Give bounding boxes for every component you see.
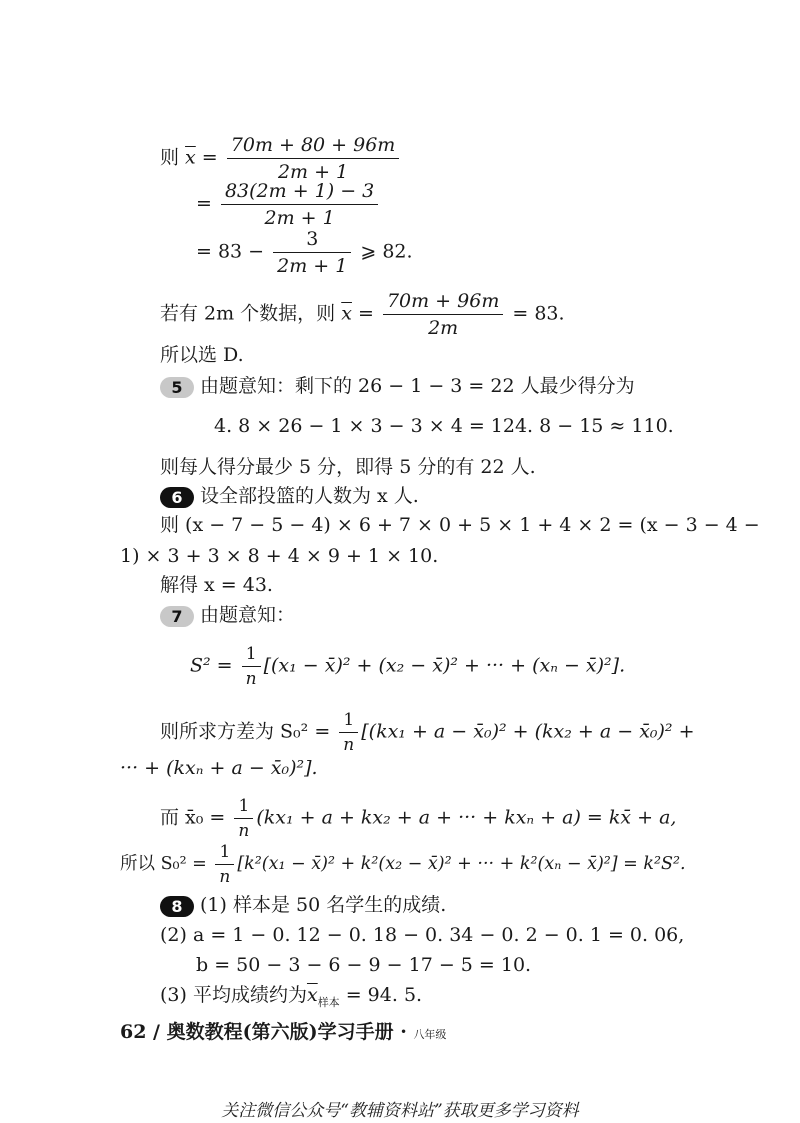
problem-number-badge: 7 xyxy=(160,606,194,627)
grade-label: 八年级 xyxy=(413,1028,447,1041)
line-mean-4: 若有 2m 个数据，则 $\overline{x}$ = $\frac{70m + 96m}{2m}$ = 83. xyxy=(160,290,565,339)
problem-8-part-2b: b = 50 − 3 − 6 − 9 − 17 − 5 = 10. xyxy=(196,954,532,976)
page-number: 62 / xyxy=(120,1021,167,1043)
problem-8-part-3: (3) 平均成绩约为$\overline{x}_{样本} = 94$. 5. xyxy=(160,984,423,1009)
problem-number-badge: 8 xyxy=(160,896,194,917)
problem-6-equation-2: 1) × 3 + 3 × 8 + 4 × 9 + 1 × 10. xyxy=(120,545,439,567)
page-footer xyxy=(120,1017,446,1044)
problem-5-line: 5 由题意知：剩下的 26 − 1 − 3 = 22 人最少得分为 xyxy=(160,374,635,398)
mean-new: 而 x̄₀ = $\frac{1}{n}$ (kx₁ + a + kx₂ + a + ··· + kxₙ + a) = kx̄ + a, xyxy=(160,796,677,841)
variance-result: 所以 S₀² = $\frac{1}{n}$ [k²(x₁ − x̄)² + k²(x₂ − x̄)² + ··· + k²(xₙ − x̄)²] = k²S². xyxy=(120,842,686,887)
watermark-text: 关注微信公众号“教辅资料站”获取更多学习资料 xyxy=(221,1101,579,1121)
line-answer-d: 所以选 D. xyxy=(160,344,244,366)
problem-6-line: 6 设全部投篮的人数为 x 人. xyxy=(160,484,419,508)
problem-6-equation-1: 则 (x − 7 − 5 − 4) × 6 + 7 × 0 + 5 × 1 + 4 × 2 = (x − 3 − 4 − xyxy=(160,514,760,536)
line-mean-3: = 83 − $\frac{3}{2m + 1}$ ⩾ 82. xyxy=(196,228,413,277)
variance-formula: S² = $\frac{1}{n}$ [(x₁ − x̄)² + (x₂ − x̄)² + ··· + (xₙ − x̄)²]. xyxy=(190,644,626,689)
line-mean-1: 则 $\overline{x}$ = $\frac{70m + 80 + 96m}{2m + 1}$ xyxy=(160,134,402,183)
book-title: 奥数教程(第六版)学习手册 · xyxy=(166,1021,414,1043)
problem-number-badge: 5 xyxy=(160,377,194,398)
problem-7-line: 7 由题意知： xyxy=(160,603,295,627)
problem-5-calc: 4. 8 × 26 − 1 × 3 − 3 × 4 = 124. 8 − 15 ≈ 110. xyxy=(214,415,674,437)
variance-new-1: 则所求方差为 S₀² = $\frac{1}{n}$ [(kx₁ + a − x̄₀)² + (kx₂ + a − x̄₀)² + xyxy=(160,710,695,755)
line-mean-2: = $\frac{83(2m + 1) - 3}{2m + 1}$ xyxy=(196,180,381,229)
problem-8-line: 8 (1) 样本是 50 名学生的成绩. xyxy=(160,893,446,917)
problem-8-part-2a: (2) a = 1 − 0. 12 − 0. 18 − 0. 34 − 0. 2 − 0. 1 = 0. 06, xyxy=(160,924,685,946)
problem-6-solution: 解得 x = 43. xyxy=(160,574,273,596)
variance-new-2: ··· + (kxₙ + a − x̄₀)²]. xyxy=(120,757,318,779)
problem-5-conclusion: 则每人得分最少 5 分，即得 5 分的有 22 人. xyxy=(160,456,536,478)
problem-number-badge: 6 xyxy=(160,487,194,508)
